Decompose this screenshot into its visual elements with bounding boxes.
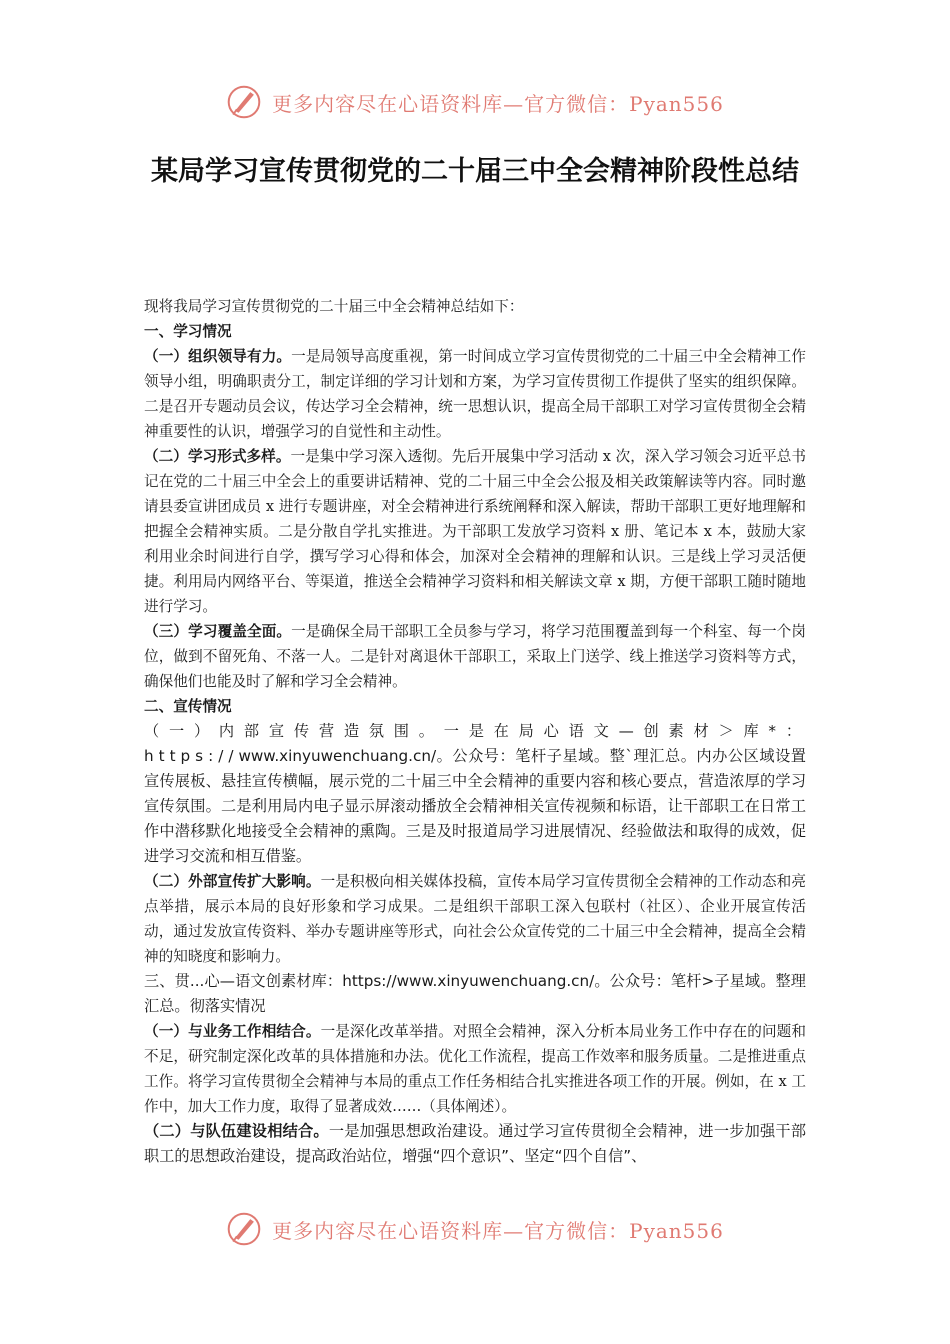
paragraph-external-publicity [144, 869, 806, 969]
paragraph-label: （二）外部宣传扩大影响。 [144, 873, 321, 890]
paragraph-business-work [144, 1019, 806, 1119]
section-heading-publicity: 二、宣传情况 [144, 698, 232, 715]
paragraph-text: 一是积极向相关媒体投稿，宣传本局学习宣传贯彻全会精神的工作动态和亮点举措，展示本局的良好形象和学习成果。二是组织干部职工深入包联村（社区）、企业开展宣传活动，通过发放宣传资料、举办专题讲座等形式，向社会公众宣传党的二十届三中全会精神，提高全会精神的知晓度和影响力。 [144, 873, 806, 965]
paragraph-text: 一是深化改革举措。对照全会精神，深入分析本局业务工作中存在的问题和不足，研究制定深化改革的具体措施和办法。优化工作流程，提高工作效率和服务质量。二是推进重点工作。将学习宣传贯彻全会精神与本局的重点工作任务相结合扎实推进各项工作的开展。例如，在 x 工作中，加大工作力度，取得了显著成效……（具体阐述）。 [144, 1023, 806, 1115]
watermark-header [0, 80, 950, 124]
section-heading-implementation: 三、贯...心—语文创素材库：https://www.xinyuwenchuang.cn/。公众号：笔杆>子星域。整理汇总。彻落实情况 [144, 972, 806, 1015]
document-title: 某局学习宣传贯彻党的二十届三中全会精神阶段性总结 [151, 156, 799, 187]
section-heading-study: 一、学习情况 [144, 323, 232, 340]
intro-paragraph: 现将我局学习宣传贯彻党的二十届三中全会精神总结如下： [144, 298, 524, 315]
paragraph-team-building [144, 1119, 806, 1169]
paragraph-label: （一）与业务工作相结合。 [144, 1023, 321, 1040]
paragraph-label: （二）与队伍建设相结合。 [144, 1122, 329, 1140]
paragraph-organization [144, 344, 806, 444]
paragraph-text: www.xinyuwenchuang.cn/。公众号：笔杆子星域。整`理汇总。内办公区域设置宣传展板、悬挂宣传横幅，展示党的二十届三中全会精神的重要内容和核心要点，营造浓厚的学习宣传氛围。二是利用局内电子显示屏滚动播放全会精神相关宣传视频和标语，让干部职工在日常工作中潜移默化地接受全会精神的熏陶。三是及时报道局学习进展情况、经验做法和取得的成效，促进学习交流和相互借鉴。 [144, 747, 806, 865]
paragraph-first-line: （一）内部宣传营造氛围。一是在局心语文—创素材＞库*：https:// [144, 722, 806, 765]
paragraph-study-forms [144, 444, 806, 619]
paragraph-study-coverage [144, 619, 806, 694]
quill-logo-icon [226, 84, 262, 120]
paragraph-text: 一是确保全局干部职工全员参与学习，将学习范围覆盖到每一个科室、每一个岗位，做到不留死角、不落一人。二是针对离退休干部职工，采取上门送学、线上推送学习资料等方式，确保他们也能及时了解和学习全会精神。 [144, 623, 806, 690]
watermark-text: 更多内容尽在心语资料库—官方微信：Pyan556 [272, 91, 724, 116]
watermark-footer [0, 1207, 950, 1251]
paragraph-text: 一是加强思想政治建设。通过学习宣传贯彻全会精神，进一步加强干部职工的思想政治建设，提高政治站位，增强“四个意识”、坚定“四个自信”、 [144, 1122, 807, 1165]
quill-logo-icon [226, 1211, 262, 1247]
paragraph-label: （二）学习形式多样。 [144, 448, 291, 465]
paragraph-internal-publicity [144, 719, 806, 869]
paragraph-label: （三）学习覆盖全面。 [144, 623, 292, 640]
paragraph-label: （一）组织领导有力。 [144, 348, 292, 365]
document-body [144, 294, 806, 1169]
paragraph-text: 一是集中学习深入透彻。先后开展集中学习活动 x 次，深入学习领会习近平总书记在党的二十届三中全会上的重要讲话精神、党的二十届三中全会公报及相关政策解读等内容。同时邀请县委宣讲团成员 x 进行专题讲座，对全会精神进行系统阐释和深入解读，帮助干部职工更好地理解和把握全会精神实质。二是分散自学扎实推进。为干部职工发放学习资料 x 册、笔记本 x 本，鼓励大家利用业余时间进行自学，撰写学习心得和体会，加深对全会精神的理解和认识。三是线上学习灵活便捷。利用局内网络平台、等渠道，推送全会精神学习资料和相关解读文章 x 期，方便干部职工随时随地进行学习。 [144, 448, 806, 615]
paragraph-text: 一是局领导高度重视，第一时间成立学习宣传贯彻党的二十届三中全会精神工作领导小组，明确职责分工，制定详细的学习计划和方案，为学习宣传贯彻工作提供了坚实的组织保障。二是召开专题动员会议，传达学习全会精神，统一思想认识，提高全局干部职工对学习宣传贯彻全会精神重要性的认识，增强学习的自觉性和主动性。 [144, 348, 806, 440]
watermark-text: 更多内容尽在心语资料库—官方微信：Pyan556 [272, 1218, 724, 1243]
